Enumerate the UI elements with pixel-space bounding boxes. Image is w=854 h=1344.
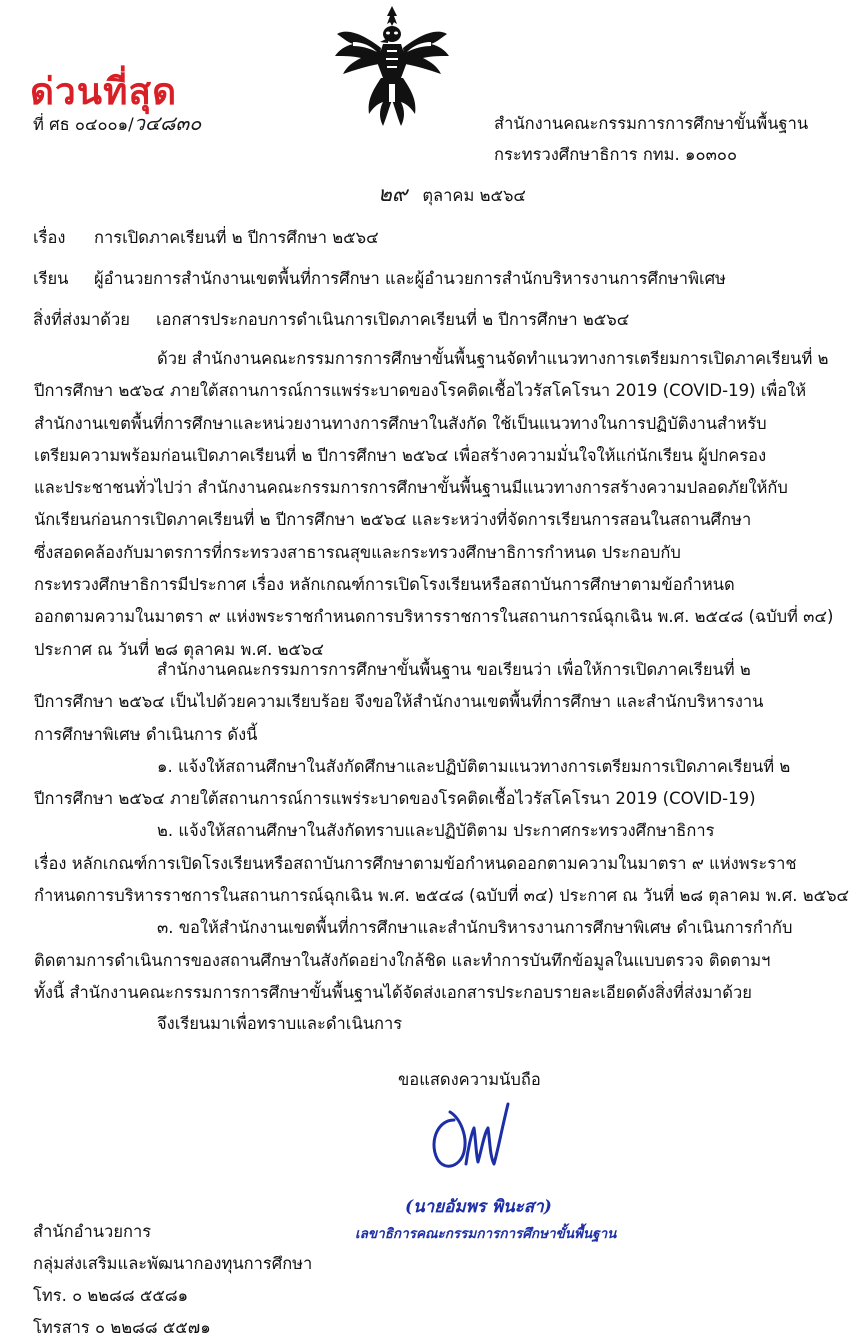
attachment-text: เอกสารประกอบการดำเนินการเปิดภาคเรียนที่ ๒ ปีการศึกษา ๒๕๖๔	[156, 310, 630, 329]
garuda-emblem	[333, 4, 451, 128]
urgency-stamp: ด่วนที่สุด	[30, 70, 178, 113]
paragraph-line: และประชาชนทั่วไปว่า สำนักงานคณะกรรมการการศึกษาขั้นพื้นฐานมีแนวทางการสร้างความปลอดภัยให้กับ	[34, 478, 788, 498]
closing-line: จึงเรียนมาเพื่อทราบและดำเนินการ	[157, 1014, 403, 1033]
office-name: สำนักงานคณะกรรมการการศึกษาขั้นพื้นฐาน	[494, 114, 809, 133]
recipient-text: ผู้อำนวยการสำนักงานเขตพื้นที่การศึกษา และผู้อำนวยการสำนักบริหารงานการศึกษาพิเศษ	[94, 269, 726, 288]
paragraph-line: ปีการศึกษา ๒๕๖๔ เป็นไปด้วยความเรียบร้อย จึงขอให้สำนักงานเขตพื้นที่การศึกษา และสำนักบริหารงาน	[34, 692, 764, 712]
attachment-label: สิ่งที่ส่งมาด้วย	[33, 310, 130, 329]
paragraph-line: การศึกษาพิเศษ ดำเนินการ ดังนี้	[34, 724, 258, 744]
list-item-2: ๒. แจ้งให้สถานศึกษาในสังกัดทราบและปฏิบัติตาม ประกาศกระทรวงศึกษาธิการ	[157, 821, 715, 841]
reference-number	[33, 110, 201, 138]
paragraph-line: กระทรวงศึกษาธิการมีประกาศ เรื่อง หลักเกณฑ์การเปิดโรงเรียนหรือสถาบันการศึกษาตามข้อกำหนด	[34, 575, 735, 595]
date-handwritten-day: ๒๙	[378, 182, 408, 206]
paragraph-line: ปีการศึกษา ๒๕๖๔ ภายใต้สถานการณ์การแพร่ระบาดของโรคติดเชื้อไวรัสโคโรนา 2019 (COVID-19) เพื่อให้	[34, 381, 807, 401]
paragraph-intro	[34, 343, 834, 666]
reference-prefix: ที่ ศธ ๐๔๐๐๑/	[33, 115, 134, 134]
signatory-name: (นายอัมพร พินะสา)	[405, 1197, 552, 1217]
paragraph-line: ออกตามความในมาตรา ๙ แห่งพระราชกำหนดการบริหารราชการในสถานการณ์ฉุกเฉิน พ.ศ. ๒๕๔๘ (ฉบับที่ ๓๔)	[34, 607, 834, 627]
subject-text: การเปิดภาคเรียนที่ ๒ ปีการศึกษา ๒๕๖๔	[94, 228, 379, 247]
footer-group: กลุ่มส่งเสริมและพัฒนากองทุนการศึกษา	[33, 1254, 313, 1273]
date-month-year: ตุลาคม ๒๕๖๔	[422, 186, 526, 205]
signatory-position: เลขาธิการคณะกรรมการการศึกษาขั้นพื้นฐาน	[355, 1226, 617, 1242]
paragraph-line: นักเรียนก่อนการเปิดภาคเรียนที่ ๒ ปีการศึกษา ๒๕๖๔ และระหว่างที่จัดการเรียนการสอนในสถานศึกษา	[34, 510, 752, 530]
document-date	[378, 178, 526, 211]
paragraph-request	[34, 654, 850, 1009]
paragraph-line: ทั้งนี้ สำนักงานคณะกรรมการการศึกษาขั้นพื้นฐานได้จัดส่งเอกสารประกอบรายละเอียดดังสิ่งที่ส่งมาด้วย	[34, 982, 752, 1002]
reference-handwritten-number: ว๔๘๓๐	[133, 111, 202, 135]
paragraph-line: สำนักงานคณะกรรมการการศึกษาขั้นพื้นฐาน ขอเรียนว่า เพื่อให้การเปิดภาคเรียนที่ ๒	[157, 660, 751, 679]
paragraph-line: ปีการศึกษา ๒๕๖๔ ภายใต้สถานการณ์การแพร่ระบาดของโรคติดเชื้อไวรัสโคโรนา 2019 (COVID-19)	[34, 789, 756, 809]
paragraph-line: ติดตามการดำเนินการของสถานศึกษาในสังกัดอย่างใกล้ชิด และทำการบันทึกข้อมูลในแบบตรวจ ติดตามฯ	[34, 950, 771, 970]
recipient-label: เรียน	[33, 269, 69, 288]
subject-label: เรื่อง	[33, 228, 66, 247]
handwritten-signature	[420, 1098, 530, 1178]
paragraph-line: เรื่อง หลักเกณฑ์การเปิดโรงเรียนหรือสถาบันการศึกษาตามข้อกำหนดออกตามความในมาตรา ๙ แห่งพระราช	[34, 853, 797, 873]
footer-fax: โทรสาร ๐ ๒๒๘๘ ๕๕๗๑	[33, 1318, 211, 1337]
office-address: กระทรวงศึกษาธิการ กทม. ๑๐๓๐๐	[494, 145, 738, 164]
list-item-3: ๓. ขอให้สำนักงานเขตพื้นที่การศึกษาและสำนักบริหารงานการศึกษาพิเศษ ดำเนินการกำกับ	[157, 918, 793, 938]
footer-phone: โทร. ๐ ๒๒๘๘ ๕๕๘๑	[33, 1286, 189, 1305]
footer-department: สำนักอำนวยการ	[33, 1222, 152, 1241]
list-item-1: ๑. แจ้งให้สถานศึกษาในสังกัดศึกษาและปฏิบัติตามแนวทางการเตรียมการเปิดภาคเรียนที่ ๒	[157, 756, 791, 776]
paragraph-line: ซึ่งสอดคล้องกับมาตรการที่กระทรวงสาธารณสุขและกระทรวงศึกษาธิการกำหนด ประกอบกับ	[34, 542, 681, 562]
regards-text: ขอแสดงความนับถือ	[398, 1070, 541, 1089]
paragraph-line: ด้วย สำนักงานคณะกรรมการการศึกษาขั้นพื้นฐานจัดทำแนวทางการเตรียมการเปิดภาคเรียนที่ ๒	[157, 349, 829, 368]
paragraph-line: สำนักงานเขตพื้นที่การศึกษาและหน่วยงานทางการศึกษาในสังกัด ใช้เป็นแนวทางในการปฏิบัติงานสำหรับ	[34, 413, 767, 433]
paragraph-line: เตรียมความพร้อมก่อนเปิดภาคเรียนที่ ๒ ปีการศึกษา ๒๕๖๔ เพื่อสร้างความมั่นใจให้แก่นักเรียน ผู้ปกครอง	[34, 445, 767, 465]
paragraph-line: ประกาศ ณ วันที่ ๒๘ ตุลาคม พ.ศ. ๒๕๖๔	[34, 639, 324, 659]
paragraph-line: กำหนดการบริหารราชการในสถานการณ์ฉุกเฉิน พ.ศ. ๒๕๔๘ (ฉบับที่ ๓๔) ประกาศ ณ วันที่ ๒๘ ตุลาคม พ.ศ. ๒๕๖๔	[34, 886, 850, 906]
